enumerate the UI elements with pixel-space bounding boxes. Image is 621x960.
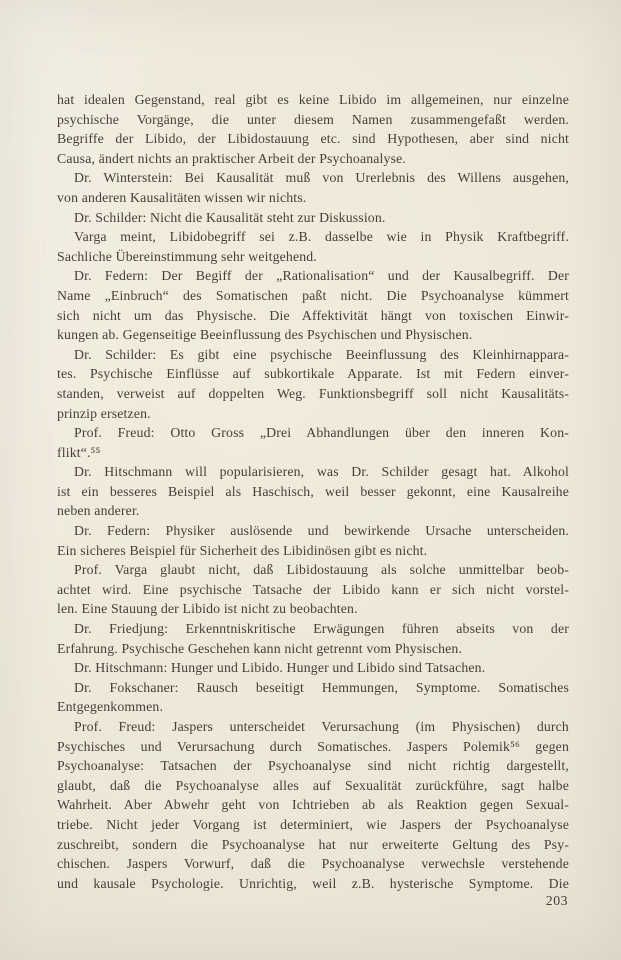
paragraph	[57, 90, 569, 168]
text-line: standen, verweist auf doppelten Weg. Funktionsbegriff soll nicht Kausalitäts-	[57, 385, 569, 401]
paragraph	[57, 678, 569, 717]
paragraph	[57, 345, 569, 423]
text-line: Dr. Winterstein: Bei Kausalität muß von Urerlebnis des Willens ausgehen,	[74, 170, 569, 186]
paragraph	[57, 658, 569, 678]
paragraph	[57, 619, 569, 658]
text-line: Varga meint, Libidobegriff sei z.B. dasselbe wie in Physik Kraftbegriff.	[74, 229, 569, 245]
text-line: Dr. Hitschmann: Hunger und Libido. Hunger und Libido sind Tatsachen.	[74, 660, 486, 676]
page-number: 203	[545, 893, 568, 908]
text-line: glaubt, daß die Psychoanalyse alles auf Sexualität zurückführe, sagt halbe	[57, 777, 569, 793]
text-line: Prof. Varga glaubt nicht, daß Libidostauung als solche unmittelbar beob-	[74, 562, 569, 578]
text-line: Ein sicheres Beispiel für Sicherheit des Libidinösen gibt es nicht.	[57, 542, 428, 558]
text-line: psychische Vorgänge, die unter diesem Namen zusammengefaßt werden.	[57, 111, 569, 127]
paragraph	[57, 717, 569, 893]
text-line: Causa, ändert nichts an praktischer Arbeit der Psychoanalyse.	[57, 150, 406, 166]
text-line: Psychisches und Verursachung durch Somatisches. Jaspers Polemik⁵⁶ gegen	[57, 738, 569, 754]
text-line: flikt“.⁵⁵	[57, 444, 101, 460]
text-line: kungen ab. Gegenseitige Beeinflussung des Psychischen und Physischen.	[57, 327, 473, 343]
paragraph	[57, 560, 569, 619]
text-line: von anderen Kausalitäten wissen wir nichts.	[57, 189, 307, 205]
paragraph	[57, 423, 569, 462]
text-line: Entgegenkommen.	[57, 699, 164, 715]
text-line: chischen. Jaspers Vorwurf, daß die Psychoanalyse verwechsle verstehende	[57, 856, 569, 872]
text-block	[57, 90, 569, 893]
paragraph	[57, 168, 569, 207]
text-line: Begriffe der Libido, der Libidostauung etc. sind Hypothesen, aber sind nicht	[57, 131, 569, 147]
paragraph	[57, 266, 569, 344]
text-line: prinzip ersetzen.	[57, 405, 151, 421]
text-line: Erfahrung. Psychische Geschehen kann nicht getrennt vom Physischen.	[57, 640, 463, 656]
text-line: Dr. Federn: Der Begiff der „Rationalisation“ und der Kausalbegriff. Der	[74, 268, 569, 284]
text-line: Name „Einbruch“ des Somatischen paßt nicht. Die Psychoanalyse kümmert	[57, 287, 569, 303]
text-line: Prof. Freud: Otto Gross „Drei Abhandlungen über den inneren Kon-	[74, 425, 569, 441]
paragraph	[57, 227, 569, 266]
text-line: neben anderer.	[57, 503, 140, 519]
text-line: Psychoanalyse: Tatsachen der Psychoanalyse sind nicht richtig dargestellt,	[57, 758, 569, 774]
text-line: Dr. Schilder: Es gibt eine psychische Beeinflussung des Kleinhirnappara-	[74, 346, 569, 362]
text-line: triebe. Nicht jeder Vorgang ist determiniert, wie Jaspers der Psychoanalyse	[57, 816, 569, 832]
text-line: Dr. Hitschmann will popularisieren, was Dr. Schilder gesagt hat. Alkohol	[74, 464, 569, 480]
paragraph	[57, 462, 569, 521]
text-line: Dr. Fokschaner: Rausch beseitigt Hemmungen, Symptome. Somatisches	[74, 679, 569, 695]
text-line: Dr. Schilder: Nicht die Kausalität steht zur Diskussion.	[74, 209, 386, 225]
text-line: zuschreibt, sondern die Psychoanalyse hat nur erweiterte Geltung des Psy-	[57, 836, 569, 852]
paragraph	[57, 521, 569, 560]
text-line: Dr. Friedjung: Erkenntniskritische Erwägungen führen abseits von der	[74, 621, 569, 637]
text-line: Wahrheit. Aber Abwehr geht von Ichtrieben ab als Reaktion gegen Sexual-	[57, 797, 569, 813]
text-line: ist ein besseres Beispiel als Haschisch, weil besser gekonnt, eine Kausalreihe	[57, 483, 569, 499]
text-line: achtet wird. Eine psychische Tatsache der Libido kann er sich nicht vorstel-	[57, 581, 569, 597]
text-line: Dr. Federn: Physiker auslösende und bewirkende Ursache unterscheiden.	[74, 523, 569, 539]
text-line: len. Eine Stauung der Libido ist nicht zu beobachten.	[57, 601, 358, 617]
text-line: und kausale Psychologie. Unrichtig, weil z.B. hysterische Symptome. Die	[57, 875, 569, 891]
text-line: Prof. Freud: Jaspers unterscheidet Verursachung (im Physischen) durch	[74, 719, 569, 734]
text-line: hat idealen Gegenstand, real gibt es keine Libido im allgemeinen, nur einzelne	[57, 92, 569, 107]
text-line: Sachliche Übereinstimmung sehr weitgehend.	[57, 248, 317, 264]
text-line: sich nicht um das Physische. Die Affektivität hängt von toxischen Einwir-	[57, 307, 569, 323]
text-line: tes. Psychische Einflüsse auf subkortikale Apparate. Ist mit Federn einver-	[57, 366, 569, 382]
paragraph	[57, 208, 569, 228]
